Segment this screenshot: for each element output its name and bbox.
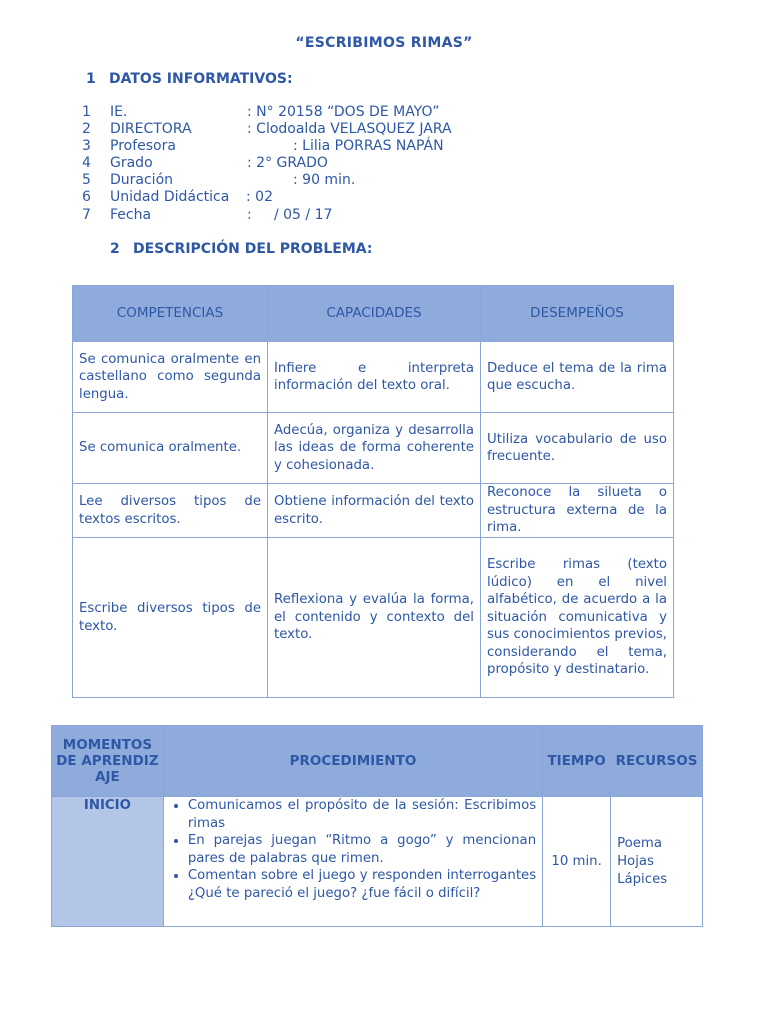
- section-number: 1: [86, 71, 96, 87]
- resource-item: Lápices: [617, 871, 668, 887]
- info-value: : N° 20158 “DOS DE MAYO”: [247, 104, 440, 120]
- table-cell: Reflexiona y evalúa la forma, el contenido y contexto del texto.: [268, 538, 481, 698]
- moment-inicio: INICIO: [52, 797, 164, 927]
- procedure-cell: [163, 797, 542, 927]
- section-number: 2: [110, 241, 120, 257]
- table-cell: Reconoce la silueta o estructura externa de la rima.: [481, 484, 674, 538]
- info-label: Unidad Didáctica: [110, 189, 230, 206]
- info-number: 4: [82, 155, 91, 172]
- info-number: 5: [82, 172, 91, 189]
- table-cell: Lee diversos tipos de textos escritos.: [73, 484, 268, 538]
- info-value: : 02: [246, 189, 273, 206]
- section-descripcion-problema: [110, 241, 372, 257]
- table-cell: Se comunica oralmente en castellano como segunda lengua.: [73, 342, 268, 413]
- table-cell: Infiere e interpreta información del texto oral.: [268, 342, 481, 413]
- table-row: [73, 538, 674, 698]
- info-number: 1: [82, 104, 91, 120]
- table-cell: Adecúa, organiza y desarrolla las ideas de forma coherente y cohesionada.: [268, 413, 481, 484]
- info-label: Grado: [110, 155, 153, 172]
- info-value: : 90 min.: [293, 172, 356, 189]
- header-momentos: MOMENTOS DE APRENDIZAJE: [52, 726, 164, 797]
- header-tiempo: TIEMPO: [543, 726, 611, 797]
- info-value: : 2° GRADO: [247, 155, 328, 172]
- info-number: 3: [82, 138, 91, 155]
- resources-cell: [611, 797, 703, 927]
- header-procedimiento: PROCEDIMIENTO: [163, 726, 542, 797]
- table-cell: Escribe rimas (texto lúdico) en el nivel alfabético, de acuerdo a la situación comunicativa y sus conocimientos previos, considerando el tema, propósito y destinatario.: [481, 538, 674, 698]
- competencias-table: [72, 285, 674, 698]
- table-header-row: [52, 726, 703, 797]
- table-row: [73, 413, 674, 484]
- resource-item: Hojas: [617, 853, 654, 869]
- info-label: Fecha: [110, 206, 152, 223]
- info-number: 6: [82, 189, 91, 206]
- table-cell: Deduce el tema de la rima que escucha.: [481, 342, 674, 413]
- info-number: 2: [82, 121, 91, 138]
- header-capacidades: CAPACIDADES: [268, 286, 481, 342]
- time-cell: 10 min.: [543, 797, 611, 927]
- table-cell: Se comunica oralmente.: [73, 413, 268, 484]
- header-desempenos: DESEMPEÑOS: [481, 286, 674, 342]
- section-heading: DATOS INFORMATIVOS:: [109, 71, 293, 87]
- table-cell: Escribe diversos tipos de texto.: [73, 538, 268, 698]
- info-label: DIRECTORA: [110, 121, 192, 138]
- info-value: : Lilia PORRAS NAPÁN: [293, 138, 444, 155]
- table-row: [52, 797, 703, 927]
- table-row: [73, 342, 674, 413]
- resource-item: Poema: [617, 835, 663, 851]
- info-number: 7: [82, 206, 91, 223]
- procedure-step: • Comentan sobre el juego y responden interrogantes ¿Qué te pareció el juego? ¿fue fácil o difícil?: [188, 867, 536, 902]
- table-row: [73, 484, 674, 538]
- info-label: IE.: [110, 104, 128, 120]
- procedure-step: • En parejas juegan “Ritmo a gogo” y mencionan pares de palabras que rimen.: [188, 832, 536, 867]
- info-label: Duración: [110, 172, 174, 189]
- table-cell: Obtiene información del texto escrito.: [268, 484, 481, 538]
- header-recursos: RECURSOS: [611, 726, 703, 797]
- info-value: : / 05 / 17: [247, 206, 333, 223]
- info-value: : Clodoalda VELASQUEZ JARA: [247, 121, 452, 138]
- procedimiento-table: [51, 725, 703, 927]
- section-datos-informativos: [86, 71, 293, 87]
- section-heading: DESCRIPCIÓN DEL PROBLEMA:: [133, 241, 373, 257]
- table-cell: Utiliza vocabulario de uso frecuente.: [481, 413, 674, 484]
- procedure-step: • Comunicamos el propósito de la sesión: Escribimos rimas: [188, 797, 536, 832]
- info-label: Profesora: [110, 138, 176, 155]
- procedure-list: [164, 797, 536, 902]
- document-title: “ESCRIBIMOS RIMAS”: [295, 35, 473, 51]
- table-header-row: [73, 286, 674, 342]
- header-competencias: COMPETENCIAS: [73, 286, 268, 342]
